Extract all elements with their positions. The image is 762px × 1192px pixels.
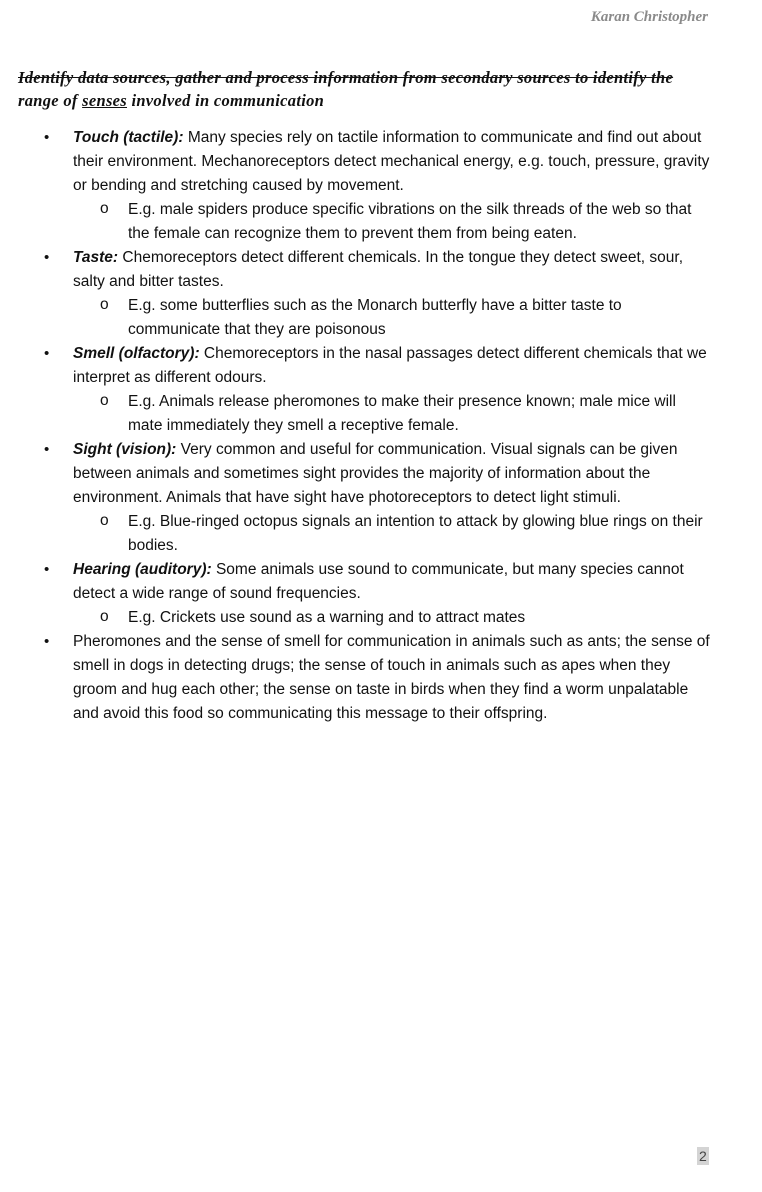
example-text: E.g. Animals release pheromones to make their presence known; male mice will mate immediately they smell a receptive female.: [128, 393, 676, 434]
bullet-icon: •: [44, 561, 50, 578]
heading-text-before: range of: [18, 91, 83, 110]
sub-bullet-icon: o: [100, 512, 109, 529]
list-item-taste: [0, 246, 762, 294]
list-item-sight: [0, 438, 762, 510]
example-item-touch: [0, 198, 762, 246]
item-text: Chemoreceptors detect different chemicals. In the tongue they detect sweet, sour, salty and bitter tastes.: [73, 249, 683, 290]
example-item-sight: [0, 510, 762, 558]
example-text: E.g. male spiders produce specific vibrations on the silk threads of the web so that the female can recognize them to prevent them from being eaten.: [128, 201, 692, 242]
page-number: 2: [699, 1148, 707, 1164]
struck-heading-text: Identify data sources, gather and process information from secondary sources to identify the: [18, 68, 674, 87]
sub-bullet-icon: o: [100, 608, 109, 625]
list-item-touch: [0, 126, 762, 198]
summary-text: Pheromones and the sense of smell for communication in animals such as ants; the sense of smell in dogs in detecting drugs; the sense of touch in animals such as apes when they groom and hug each other; the sense on taste in birds when they find a worm unpalatable and avoid this food so communicating this message to their offspring.: [73, 633, 710, 722]
term-label: Hearing (auditory):: [73, 561, 212, 578]
example-text: E.g. Blue-ringed octopus signals an intention to attack by glowing blue rings on their bodies.: [128, 513, 703, 554]
bullet-icon: •: [44, 129, 50, 146]
list-item-hearing: [0, 558, 762, 606]
example-item-hearing: [0, 606, 762, 630]
example-text: E.g. some butterflies such as the Monarch butterfly have a bitter taste to communicate that they are poisonous: [128, 297, 622, 338]
term-label: Touch (tactile):: [73, 129, 184, 146]
term-label: Taste:: [73, 249, 119, 266]
example-item-taste: [0, 294, 762, 342]
term-label: Smell (olfactory):: [73, 345, 200, 362]
term-label: Sight (vision):: [73, 441, 177, 458]
header-author: Karan Christopher: [590, 9, 708, 25]
item-text: Some animals use sound to communicate, but many species cannot detect a wide range of sound frequencies.: [73, 561, 684, 602]
senses-list: [0, 126, 762, 726]
item-text: Many species rely on tactile information to communicate and find out about their environment. Mechanoreceptors detect mechanical energy, e.g. touch, pressure, gravity or bending and stretching caused by movement.: [73, 129, 710, 194]
example-text: E.g. Crickets use sound as a warning and to attract mates: [128, 609, 526, 626]
bullet-icon: •: [44, 249, 50, 266]
heading-underlined-text: senses: [82, 91, 128, 110]
list-item-smell: [0, 342, 762, 390]
sub-bullet-icon: o: [100, 296, 109, 313]
list-item-summary: [0, 630, 762, 726]
item-text: Very common and useful for communication. Visual signals can be given between animals and sometimes sight provides the majority of information about the environment. Animals that have sight have photoreceptors to detect light stimuli.: [73, 441, 678, 506]
item-text: Chemoreceptors in the nasal passages detect different chemicals that we interpret as different odours.: [73, 345, 707, 386]
bullet-icon: •: [44, 441, 50, 458]
example-item-smell: [0, 390, 762, 438]
sub-bullet-icon: o: [100, 200, 109, 217]
heading-text-after: involved in communication: [127, 91, 325, 110]
sub-bullet-icon: o: [100, 392, 109, 409]
bullet-icon: •: [44, 345, 50, 362]
bullet-icon: •: [44, 633, 50, 650]
section-heading: [18, 66, 698, 112]
